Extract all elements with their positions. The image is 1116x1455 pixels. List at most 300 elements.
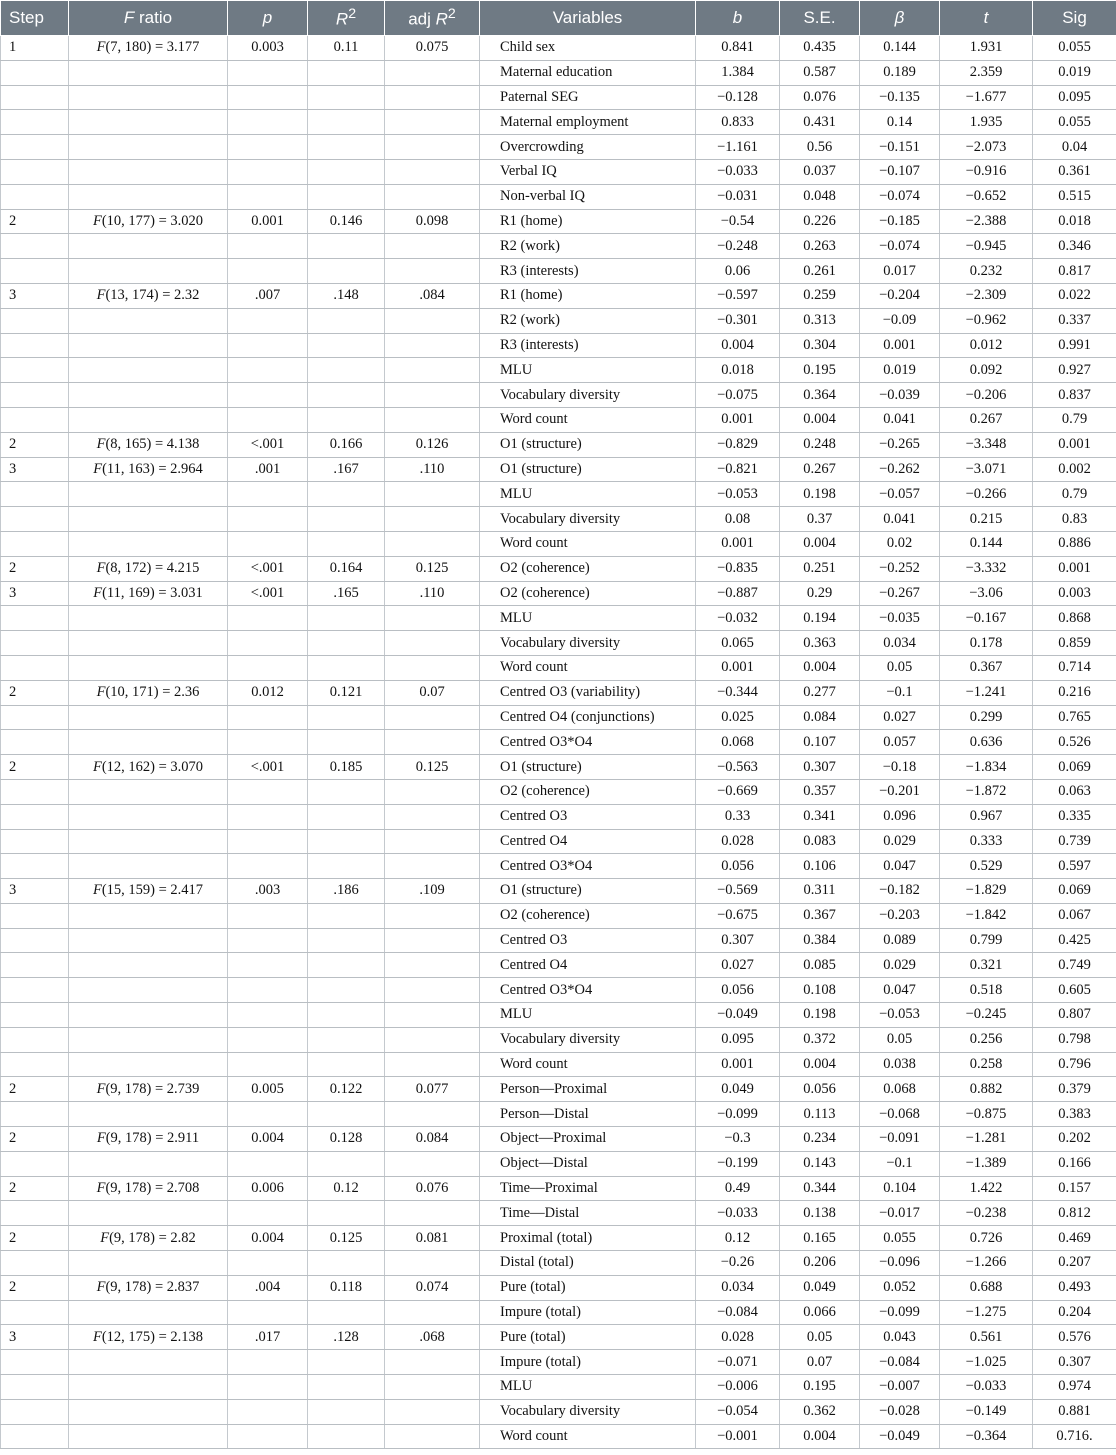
cell-p <box>228 1151 308 1176</box>
cell-r2 <box>308 383 385 408</box>
cell-r2 <box>308 407 385 432</box>
table-row <box>1 928 1116 953</box>
cell-beta: 0.041 <box>860 407 940 432</box>
cell-r2 <box>308 85 385 110</box>
table-row <box>1 804 1116 829</box>
cell-f-ratio <box>69 1052 228 1077</box>
cell-p <box>228 85 308 110</box>
table-row <box>1 1176 1116 1201</box>
cell-adj-r2 <box>385 358 480 383</box>
cell-b: −0.049 <box>696 1003 780 1028</box>
cell-t: −0.238 <box>940 1201 1033 1226</box>
cell-r2: 0.12 <box>308 1176 385 1201</box>
f-symbol: F <box>96 1130 106 1147</box>
cell-b: 0.028 <box>696 1325 780 1350</box>
cell-p <box>228 110 308 135</box>
cell-f-ratio <box>69 407 228 432</box>
cell-variable: Maternal education <box>480 60 696 85</box>
cell-b: −0.563 <box>696 755 780 780</box>
cell-r2: 0.166 <box>308 432 385 457</box>
cell-se: 0.037 <box>780 159 860 184</box>
cell-r2: .167 <box>308 457 385 482</box>
cell-step: 3 <box>1 1325 69 1350</box>
cell-se: 0.367 <box>780 903 860 928</box>
cell-sig: 0.807 <box>1033 1003 1116 1028</box>
cell-f-ratio <box>69 606 228 631</box>
table-row <box>1 1003 1116 1028</box>
cell-step <box>1 928 69 953</box>
cell-variable: Word count <box>480 655 696 680</box>
table-row <box>1 457 1116 482</box>
cell-beta: −0.057 <box>860 482 940 507</box>
table-row <box>1 358 1116 383</box>
cell-sig: 0.859 <box>1033 631 1116 656</box>
cell-beta: −0.028 <box>860 1399 940 1424</box>
cell-step <box>1 308 69 333</box>
cell-adj-r2: 0.081 <box>385 1226 480 1251</box>
cell-r2 <box>308 1201 385 1226</box>
cell-beta: −0.265 <box>860 432 940 457</box>
cell-f-ratio <box>69 1399 228 1424</box>
cell-t: 0.258 <box>940 1052 1033 1077</box>
cell-f-ratio: F(8, 165) = 4.138 <box>69 432 228 457</box>
cell-se: 0.048 <box>780 184 860 209</box>
cell-beta: −0.203 <box>860 903 940 928</box>
cell-variable: R3 (interests) <box>480 333 696 358</box>
cell-variable: R1 (home) <box>480 283 696 308</box>
table-row <box>1 631 1116 656</box>
cell-t: −0.652 <box>940 184 1033 209</box>
cell-variable: O1 (structure) <box>480 432 696 457</box>
cell-sig: 0.157 <box>1033 1176 1116 1201</box>
cell-b: −0.829 <box>696 432 780 457</box>
cell-p: <.001 <box>228 432 308 457</box>
cell-b: −0.3 <box>696 1127 780 1152</box>
cell-beta: 0.189 <box>860 60 940 85</box>
cell-se: 0.248 <box>780 432 860 457</box>
cell-r2: 0.185 <box>308 755 385 780</box>
cell-beta: 0.038 <box>860 1052 940 1077</box>
cell-beta: −0.18 <box>860 755 940 780</box>
cell-t: −1.842 <box>940 903 1033 928</box>
table-row <box>1 1300 1116 1325</box>
cell-f-ratio: F(7, 180) = 3.177 <box>69 36 228 61</box>
cell-adj-r2 <box>385 631 480 656</box>
table-row <box>1 184 1116 209</box>
table-row <box>1 531 1116 556</box>
cell-beta: −0.201 <box>860 779 940 804</box>
cell-adj-r2 <box>385 259 480 284</box>
cell-sig: 0.868 <box>1033 606 1116 631</box>
cell-step <box>1 978 69 1003</box>
cell-step: 2 <box>1 1127 69 1152</box>
cell-sig: 0.361 <box>1033 159 1116 184</box>
cell-t: 0.882 <box>940 1077 1033 1102</box>
cell-r2 <box>308 953 385 978</box>
cell-sig: 0.796 <box>1033 1052 1116 1077</box>
cell-t: −1.275 <box>940 1300 1033 1325</box>
cell-p <box>228 383 308 408</box>
table-row <box>1 606 1116 631</box>
cell-se: 0.307 <box>780 755 860 780</box>
f-symbol: F <box>92 882 102 899</box>
cell-se: 0.05 <box>780 1325 860 1350</box>
cell-t: 0.367 <box>940 655 1033 680</box>
cell-variable: MLU <box>480 1375 696 1400</box>
cell-r2 <box>308 1151 385 1176</box>
cell-step <box>1 1201 69 1226</box>
cell-adj-r2 <box>385 333 480 358</box>
cell-r2 <box>308 779 385 804</box>
cell-adj-r2 <box>385 804 480 829</box>
f-symbol: F <box>96 287 106 304</box>
cell-f-ratio <box>69 854 228 879</box>
cell-b: −0.031 <box>696 184 780 209</box>
cell-adj-r2: 0.07 <box>385 680 480 705</box>
cell-variable: R3 (interests) <box>480 259 696 284</box>
cell-p <box>228 234 308 259</box>
col-beta-header: β <box>860 1 940 36</box>
cell-variable: Non-verbal IQ <box>480 184 696 209</box>
cell-adj-r2 <box>385 383 480 408</box>
cell-step <box>1 1350 69 1375</box>
col-r2-header: $R^2$ <box>308 1 385 36</box>
cell-beta: −0.035 <box>860 606 940 631</box>
cell-f-ratio <box>69 928 228 953</box>
cell-b: −0.128 <box>696 85 780 110</box>
cell-b: 0.065 <box>696 631 780 656</box>
col-variables-header: Variables <box>480 1 696 36</box>
cell-t: −1.281 <box>940 1127 1033 1152</box>
cell-adj-r2 <box>385 1052 480 1077</box>
f-symbol: F <box>92 212 102 229</box>
cell-beta: −0.204 <box>860 283 940 308</box>
cell-se: 0.206 <box>780 1251 860 1276</box>
cell-se: 0.195 <box>780 1375 860 1400</box>
cell-t: 0.178 <box>940 631 1033 656</box>
cell-r2 <box>308 655 385 680</box>
cell-f-ratio <box>69 333 228 358</box>
cell-b: 0.004 <box>696 333 780 358</box>
table-body <box>1 36 1116 1449</box>
cell-se: 0.226 <box>780 209 860 234</box>
cell-r2 <box>308 705 385 730</box>
cell-f-ratio <box>69 110 228 135</box>
cell-r2 <box>308 978 385 1003</box>
cell-r2 <box>308 1052 385 1077</box>
cell-t: 0.267 <box>940 407 1033 432</box>
cell-t: 0.529 <box>940 854 1033 879</box>
cell-sig: 0.765 <box>1033 705 1116 730</box>
cell-r2: 0.11 <box>308 36 385 61</box>
cell-variable: Paternal SEG <box>480 85 696 110</box>
cell-t: 0.333 <box>940 829 1033 854</box>
cell-variable: O1 (structure) <box>480 879 696 904</box>
cell-se: 0.435 <box>780 36 860 61</box>
f-symbol: F <box>96 1180 106 1197</box>
cell-r2 <box>308 184 385 209</box>
cell-adj-r2: .110 <box>385 457 480 482</box>
cell-p: 0.004 <box>228 1226 308 1251</box>
cell-sig: 0.469 <box>1033 1226 1116 1251</box>
cell-p <box>228 531 308 556</box>
table-row <box>1 829 1116 854</box>
cell-f-ratio: F(10, 177) = 3.020 <box>69 209 228 234</box>
cell-t: 0.726 <box>940 1226 1033 1251</box>
cell-t: 0.012 <box>940 333 1033 358</box>
cell-variable: Vocabulary diversity <box>480 507 696 532</box>
cell-f-ratio <box>69 1201 228 1226</box>
cell-p <box>228 829 308 854</box>
cell-adj-r2 <box>385 85 480 110</box>
cell-t: −0.945 <box>940 234 1033 259</box>
f-symbol: F <box>93 584 103 601</box>
cell-p <box>228 1424 308 1449</box>
cell-se: 0.004 <box>780 407 860 432</box>
cell-sig: 0.067 <box>1033 903 1116 928</box>
cell-se: 0.344 <box>780 1176 860 1201</box>
cell-b: 0.12 <box>696 1226 780 1251</box>
table-row <box>1 556 1116 581</box>
cell-f-ratio <box>69 1424 228 1449</box>
f-symbol: F <box>96 560 106 577</box>
table-row <box>1 283 1116 308</box>
cell-adj-r2: 0.125 <box>385 755 480 780</box>
cell-sig: 0.001 <box>1033 556 1116 581</box>
cell-sig: 0.881 <box>1033 1399 1116 1424</box>
table-row <box>1 779 1116 804</box>
cell-adj-r2: .068 <box>385 1325 480 1350</box>
cell-step <box>1 60 69 85</box>
cell-b: −0.597 <box>696 283 780 308</box>
cell-b: 0.001 <box>696 407 780 432</box>
cell-p <box>228 184 308 209</box>
cell-step <box>1 1424 69 1449</box>
table-row <box>1 85 1116 110</box>
cell-t: −0.962 <box>940 308 1033 333</box>
cell-p <box>228 1399 308 1424</box>
cell-f-ratio <box>69 1151 228 1176</box>
col-b-header: b <box>696 1 780 36</box>
cell-p <box>228 1052 308 1077</box>
cell-p: .004 <box>228 1275 308 1300</box>
cell-b: 0.056 <box>696 854 780 879</box>
cell-t: −0.266 <box>940 482 1033 507</box>
cell-f-ratio: F(9, 178) = 2.911 <box>69 1127 228 1152</box>
cell-se: 0.261 <box>780 259 860 284</box>
cell-variable: Centred O3 (variability) <box>480 680 696 705</box>
cell-beta: −0.267 <box>860 581 940 606</box>
cell-sig: 0.817 <box>1033 259 1116 284</box>
cell-t: 0.256 <box>940 1027 1033 1052</box>
cell-beta: −0.252 <box>860 556 940 581</box>
cell-variable: Centred O3*O4 <box>480 978 696 1003</box>
cell-sig: 0.493 <box>1033 1275 1116 1300</box>
f-symbol: F <box>92 758 102 775</box>
cell-adj-r2 <box>385 531 480 556</box>
cell-t: −2.309 <box>940 283 1033 308</box>
cell-p: 0.001 <box>228 209 308 234</box>
cell-adj-r2: 0.084 <box>385 1127 480 1152</box>
cell-r2 <box>308 829 385 854</box>
cell-se: 0.198 <box>780 482 860 507</box>
cell-sig: 0.003 <box>1033 581 1116 606</box>
cell-t: 0.232 <box>940 259 1033 284</box>
cell-f-ratio <box>69 779 228 804</box>
cell-sig: 0.515 <box>1033 184 1116 209</box>
cell-se: 0.076 <box>780 85 860 110</box>
cell-sig: 0.83 <box>1033 507 1116 532</box>
cell-b: 0.034 <box>696 1275 780 1300</box>
cell-r2 <box>308 135 385 160</box>
cell-beta: −0.099 <box>860 1300 940 1325</box>
table-row <box>1 1275 1116 1300</box>
col-adj-r2-header: adj $R^2$ <box>385 1 480 36</box>
cell-f-ratio <box>69 1350 228 1375</box>
cell-beta: 0.144 <box>860 36 940 61</box>
cell-step <box>1 1251 69 1276</box>
cell-f-ratio: F(12, 175) = 2.138 <box>69 1325 228 1350</box>
cell-r2 <box>308 234 385 259</box>
cell-sig: 0.526 <box>1033 730 1116 755</box>
table-row <box>1 1251 1116 1276</box>
cell-sig: 0.79 <box>1033 407 1116 432</box>
cell-step: 2 <box>1 1226 69 1251</box>
cell-variable: Vocabulary diversity <box>480 631 696 656</box>
cell-beta: 0.029 <box>860 829 940 854</box>
cell-p: 0.012 <box>228 680 308 705</box>
cell-t: −1.677 <box>940 85 1033 110</box>
cell-step <box>1 804 69 829</box>
cell-se: 0.363 <box>780 631 860 656</box>
cell-p <box>228 1201 308 1226</box>
cell-step: 2 <box>1 209 69 234</box>
cell-variable: Object—Distal <box>480 1151 696 1176</box>
cell-f-ratio <box>69 184 228 209</box>
table-row <box>1 135 1116 160</box>
cell-variable: Centred O3 <box>480 928 696 953</box>
cell-t: −0.875 <box>940 1102 1033 1127</box>
table-row <box>1 1127 1116 1152</box>
cell-adj-r2 <box>385 1003 480 1028</box>
cell-adj-r2 <box>385 60 480 85</box>
cell-step: 3 <box>1 457 69 482</box>
cell-step <box>1 1027 69 1052</box>
cell-beta: −0.074 <box>860 234 940 259</box>
cell-r2 <box>308 903 385 928</box>
cell-adj-r2 <box>385 1350 480 1375</box>
cell-t: −3.332 <box>940 556 1033 581</box>
cell-r2: .148 <box>308 283 385 308</box>
cell-sig: 0.798 <box>1033 1027 1116 1052</box>
cell-b: −0.248 <box>696 234 780 259</box>
cell-variable: Centred O3 <box>480 804 696 829</box>
cell-b: −0.26 <box>696 1251 780 1276</box>
cell-adj-r2 <box>385 135 480 160</box>
cell-adj-r2 <box>385 110 480 135</box>
cell-r2 <box>308 730 385 755</box>
cell-b: 0.307 <box>696 928 780 953</box>
cell-step: 3 <box>1 879 69 904</box>
cell-adj-r2 <box>385 1027 480 1052</box>
table-row <box>1 209 1116 234</box>
cell-r2: 0.121 <box>308 680 385 705</box>
cell-adj-r2 <box>385 482 480 507</box>
cell-t: 0.636 <box>940 730 1033 755</box>
cell-t: 2.359 <box>940 60 1033 85</box>
cell-p <box>228 507 308 532</box>
cell-b: −0.071 <box>696 1350 780 1375</box>
cell-p: 0.004 <box>228 1127 308 1152</box>
cell-p: 0.005 <box>228 1077 308 1102</box>
cell-adj-r2: 0.125 <box>385 556 480 581</box>
cell-se: 0.084 <box>780 705 860 730</box>
cell-b: −0.075 <box>696 383 780 408</box>
cell-step <box>1 631 69 656</box>
cell-b: −1.161 <box>696 135 780 160</box>
cell-r2 <box>308 507 385 532</box>
table-row <box>1 903 1116 928</box>
cell-sig: 0.79 <box>1033 482 1116 507</box>
cell-variable: O2 (coherence) <box>480 779 696 804</box>
cell-se: 0.56 <box>780 135 860 160</box>
cell-se: 0.277 <box>780 680 860 705</box>
col-se-header: S.E. <box>780 1 860 36</box>
cell-adj-r2 <box>385 854 480 879</box>
cell-variable: Impure (total) <box>480 1350 696 1375</box>
cell-step <box>1 705 69 730</box>
cell-f-ratio <box>69 60 228 85</box>
cell-beta: −0.262 <box>860 457 940 482</box>
cell-p: <.001 <box>228 581 308 606</box>
cell-p <box>228 928 308 953</box>
cell-se: 0.29 <box>780 581 860 606</box>
cell-se: 0.37 <box>780 507 860 532</box>
cell-b: 0.028 <box>696 829 780 854</box>
cell-beta: 0.055 <box>860 1226 940 1251</box>
cell-sig: 0.379 <box>1033 1077 1116 1102</box>
f-symbol: F <box>93 460 103 477</box>
cell-sig: 0.739 <box>1033 829 1116 854</box>
cell-se: 0.108 <box>780 978 860 1003</box>
cell-b: 0.001 <box>696 655 780 680</box>
cell-b: −0.033 <box>696 1201 780 1226</box>
cell-se: 0.049 <box>780 1275 860 1300</box>
cell-variable: O1 (structure) <box>480 457 696 482</box>
cell-p <box>228 804 308 829</box>
cell-p: .017 <box>228 1325 308 1350</box>
cell-b: 0.049 <box>696 1077 780 1102</box>
cell-sig: 0.002 <box>1033 457 1116 482</box>
cell-beta: −0.107 <box>860 159 940 184</box>
table-row <box>1 1151 1116 1176</box>
cell-variable: O2 (coherence) <box>480 556 696 581</box>
cell-t: −0.033 <box>940 1375 1033 1400</box>
table-row <box>1 978 1116 1003</box>
cell-f-ratio <box>69 531 228 556</box>
cell-step <box>1 953 69 978</box>
cell-variable: Word count <box>480 1052 696 1077</box>
cell-f-ratio <box>69 383 228 408</box>
cell-p <box>228 655 308 680</box>
cell-t: −0.364 <box>940 1424 1033 1449</box>
cell-step <box>1 358 69 383</box>
cell-adj-r2 <box>385 1251 480 1276</box>
cell-t: 0.299 <box>940 705 1033 730</box>
cell-adj-r2 <box>385 1151 480 1176</box>
cell-r2 <box>308 1251 385 1276</box>
cell-beta: −0.1 <box>860 680 940 705</box>
